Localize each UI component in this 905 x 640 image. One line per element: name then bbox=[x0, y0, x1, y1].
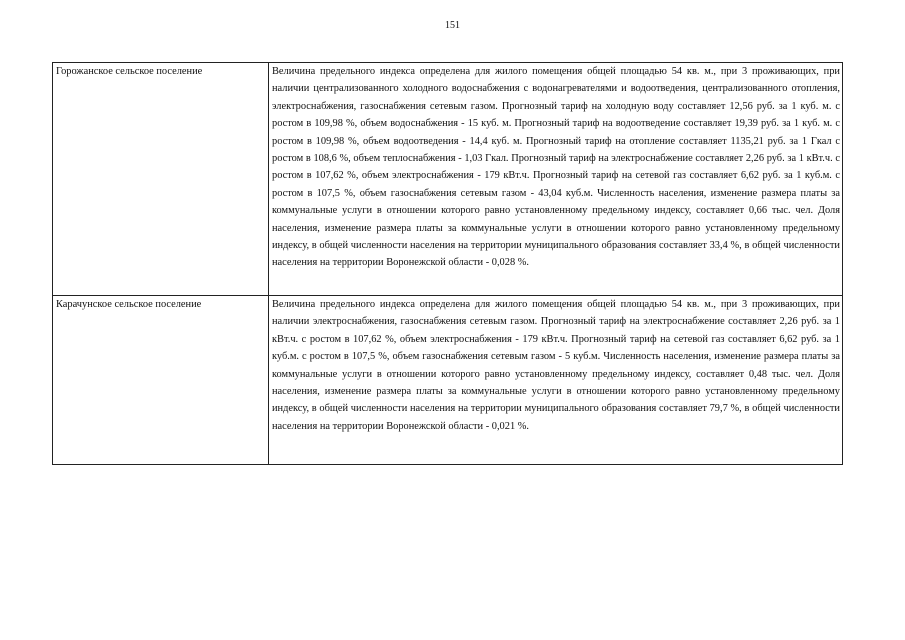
settlement-tariff-table bbox=[52, 62, 843, 465]
settlement-description-cell: Величина предельного индекса определена для жилого помещения общей площадью 54 кв. м., при 3 проживающих, при наличии централизованного холодного водоснабжения с водонагревателями и водоотведения, централизованного отопления, электроснабжения, газоснабжения сетевым газом. Прогнозный тариф на холодную воду составляет 12,56 руб. за 1 куб. м. с ростом в 109,98 %, объем водоснабжения - 15 куб. м. Прогнозный тариф на водоотведение составляет 19,39 руб. за 1 куб. м. с ростом в 109,98 %, объем водоотведения - 14,4 куб. м. Прогнозный тариф на отопление составляет 1135,21 руб. за 1 Гкал с ростом в 108,6 %, объем теплоснабжения - 1,03 Гкал. Прогнозный тариф на электроснабжение составляет 2,26 руб. за 1 кВт.ч. с ростом в 107,62 %, объем электроснабжения - 179 кВт.ч. Прогнозный тариф на сетевой газ составляет 6,62 руб. за 1 куб.м. с ростом в 107,5 %, объем газоснабжения сетевым газом - 43,04 куб.м. Численность населения, изменение размера платы за коммунальные услуги в отношении которого равно установленному предельному индексу, составляет 0,66 тыс. чел. Доля населения, изменение размера платы за коммунальные услуги в отношении которого равно установленному предельному индексу, в общей численности населения на территории муниципального образования составляет 33,4 %, в общей численности населения на территории Воронежской области - 0,028 %. bbox=[269, 63, 843, 296]
settlement-description-cell: Величина предельного индекса определена для жилого помещения общей площадью 54 кв. м., при 3 проживающих, при наличии электроснабжения, газоснабжения сетевым газом. Прогнозный тариф на электроснабжение составляет 2,26 руб. за 1 кВт.ч. с ростом в 107,62 %, объем электроснабжения - 179 кВт.ч. Прогнозный тариф на сетевой газ составляет 6,62 руб. за 1 куб.м. с ростом в 107,5 %, объем газоснабжения сетевым газом - 5 куб.м. Численность населения, изменение размера платы за коммунальные услуги в отношении которого равно установленному предельному индексу, составляет 0,48 тыс. чел. Доля населения, изменение размера платы за коммунальные услуги в отношении которого равно установленному предельному индексу, в общей численности населения на территории муниципального образования составляет 79,7 %, в общей численности населения на территории Воронежской области - 0,021 %. bbox=[269, 296, 843, 465]
table-row bbox=[53, 63, 843, 296]
page-number: 151 bbox=[445, 20, 460, 31]
settlement-name-cell: Карачунское сельское поселение bbox=[53, 296, 269, 465]
table-row bbox=[53, 296, 843, 465]
settlement-name-cell: Горожанское сельское поселение bbox=[53, 63, 269, 296]
